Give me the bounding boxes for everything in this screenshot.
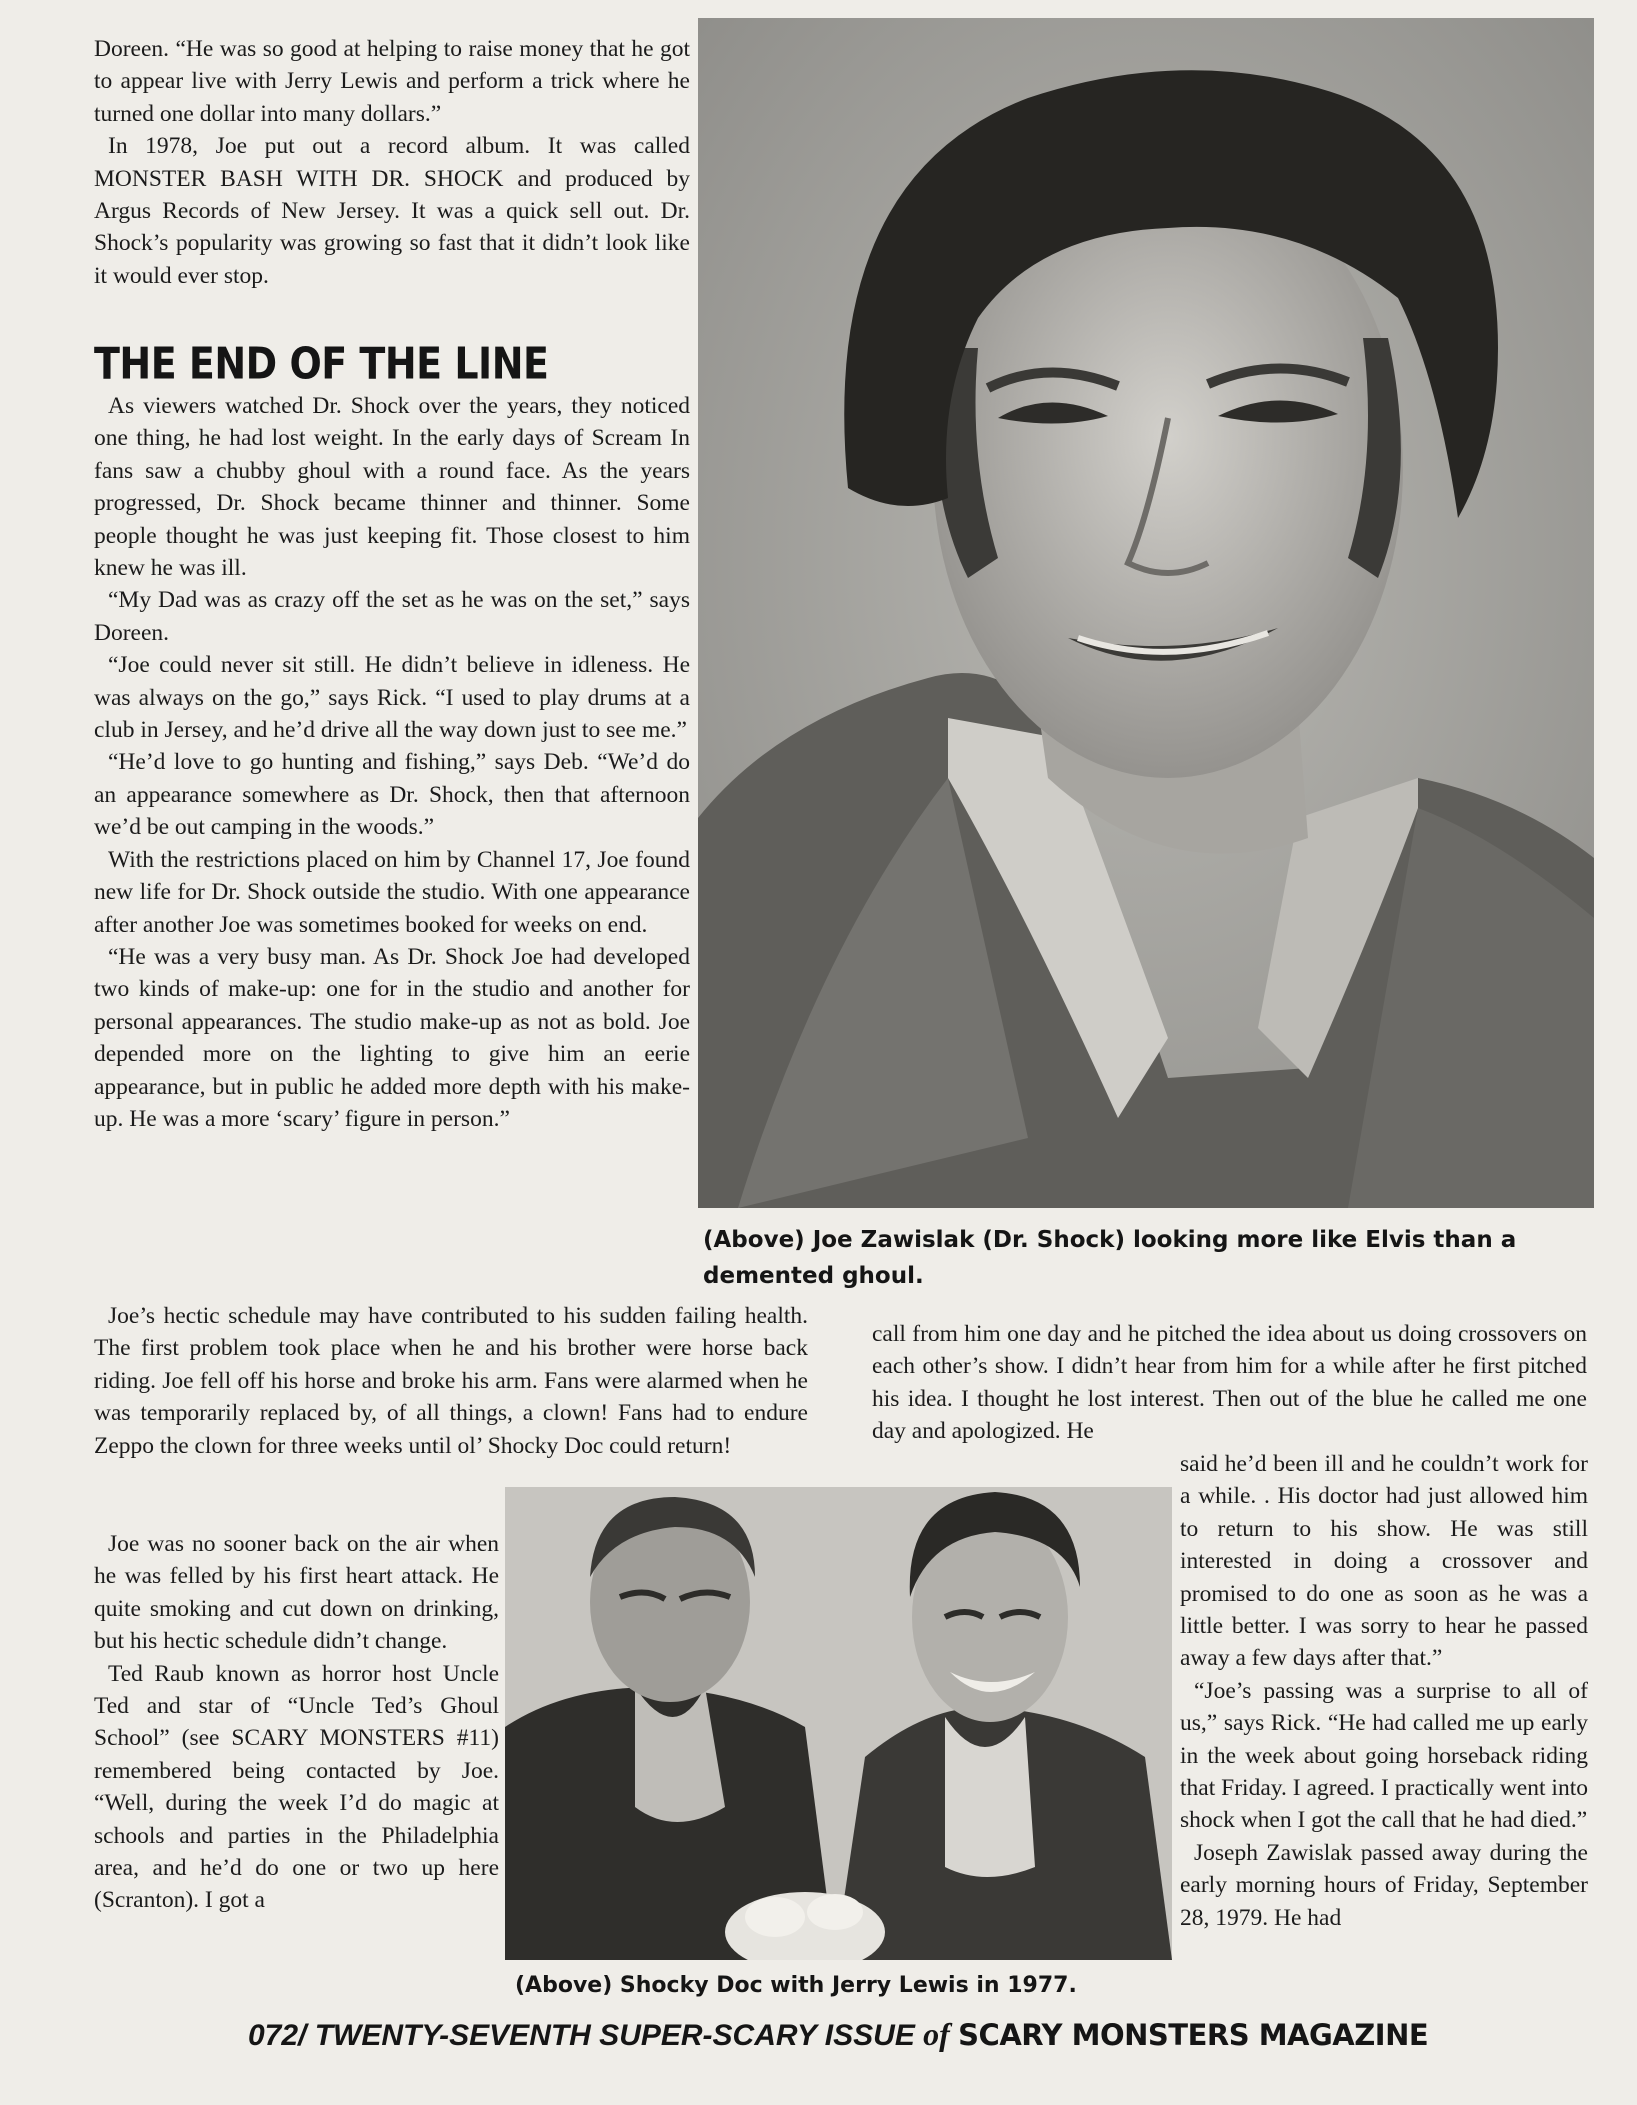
section-heading: THE END OF THE LINE [94, 338, 549, 389]
paragraph: Joe’s hectic schedule may have contributed to his sudden failing health. The first problem took place when he and his brother were horse back riding. Joe fell off his horse and broke his arm. Fans were alarmed when he was temporarily replaced by, of all things, a clown! Fans had to endure Zeppo the clown for three weeks until ol’ Shocky Doc could return! [94, 1303, 808, 1459]
jerry-lewis-photo [505, 1487, 1172, 1960]
jerry-lewis-caption: (Above) Shocky Doc with Jerry Lewis in 1977. [515, 1973, 1077, 1998]
paragraph: said he’d been ill and he couldn’t work for a while. . His doctor had just allowed him to return to his show. He was still interested in doing a crossover and promised to do one as soon as he was a little better. I was sorry to hear he passed away a few days after that.” [1180, 1451, 1588, 1672]
column1-bottom-text [94, 1528, 499, 1917]
portrait-photo [698, 18, 1594, 1208]
column1-main-text [94, 390, 690, 1135]
paragraph: call from him one day and he pitched the idea about us doing crossovers on each other’s show. I didn’t hear from him for a while after he first pitched his idea. I thought he lost interest. Then out of the blue he called me one day and apologized. He [872, 1321, 1587, 1445]
paragraph: Joe was no sooner back on the air when he was felled by his first heart attack. He quite smoking and cut down on drinking, but his hectic schedule didn’t change. [94, 1531, 499, 1655]
paragraph: As viewers watched Dr. Shock over the years, they noticed one thing, he had lost weight. In the early days of Scream In fans saw a chubby ghoul with a round face. As the years progressed, Dr. Shock became thinner and thinner. Some people thought he was just keeping fit. Those closest to him knew he was ill. [94, 393, 690, 582]
paragraph: “Joe could never sit still. He didn’t believe in idleness. He was always on the go,” says Rick. “I used to play drums at a club in Jersey, and he’d drive all the way down just to see me.” [94, 652, 690, 744]
column1-wide-text [94, 1300, 808, 1462]
jerry-lewis-illustration [505, 1487, 1172, 1960]
paragraph: In 1978, Joe put out a record album. It was called MONSTER BASH WITH DR. SHOCK and produced by Argus Records of New Jersey. It was a quick sell out. Dr. Shock’s popularity was growing so fast that it didn’t look like it would ever stop. [94, 133, 690, 289]
footer-of: of [923, 2016, 950, 2052]
paragraph: “He was a very busy man. As Dr. Shock Joe had developed two kinds of make-up: one for in the studio and another for personal appearances. The studio make-up as not as bold. Joe depended more on the lighting to give him an eerie appearance, but in public he added more depth with his make-up. He was a more ‘scary’ figure in person.” [94, 943, 690, 1132]
paragraph: “Joe’s passing was a surprise to all of us,” says Rick. “He had called me up early in the week about going horseback riding that Friday. I agreed. I practically went into shock when I got the call that he had died.” [1180, 1677, 1588, 1834]
paragraph: “He’d love to go hunting and fishing,” says Deb. “We’d do an appearance somewhere as Dr. Shock, then that afternoon we’d be out camping in the woods.” [94, 749, 690, 841]
column2-top-text [872, 1318, 1587, 1448]
column2-bottom-text [1180, 1448, 1588, 1934]
paragraph: Doreen. “He was so good at helping to raise money that he got to appear live with Jerry Lewis and perform a trick where he turned one dollar into many dollars.” [94, 36, 690, 127]
column1-top-text [94, 33, 690, 292]
page-number: 072/ [248, 2019, 307, 2052]
issue-label: TWENTY-SEVENTH SUPER-SCARY ISSUE [314, 2019, 915, 2052]
paragraph: Joseph Zawislak passed away during the early morning hours of Friday, September 28, 1979. He had [1180, 1839, 1588, 1931]
magazine-name: SCARY MONSTERS MAGAZINE [958, 2018, 1429, 2052]
paragraph: “My Dad was as crazy off the set as he was on the set,” says Doreen. [94, 587, 690, 646]
portrait-caption: (Above) Joe Zawislak (Dr. Shock) looking more like Elvis than a demented ghoul. [703, 1227, 1517, 1289]
page-footer [248, 2016, 1428, 2053]
paragraph: With the restrictions placed on him by Channel 17, Joe found new life for Dr. Shock outside the studio. With one appearance after another Joe was sometimes booked for weeks on end. [94, 846, 690, 938]
paragraph: Ted Raub known as horror host Uncle Ted and star of “Uncle Ted’s Ghoul School” (see SCARY MONSTERS #11) remembered being contacted by Joe. “Well, during the week I’d do magic at schools and parties in the Philadelphia area, and he’d do one or two up here (Scranton). I got a [94, 1660, 499, 1914]
portrait-illustration [698, 18, 1594, 1208]
